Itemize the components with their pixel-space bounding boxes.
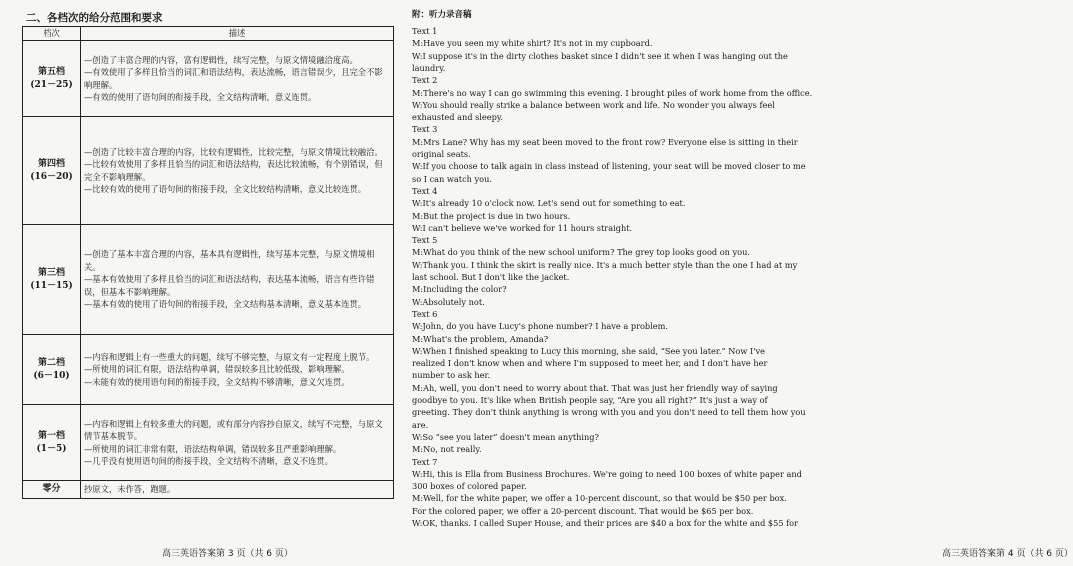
desc-line: —基本有效使用了多样且恰当的词汇和语法结构，表达基本流畅，语言有些许错误，但基本不影响理解。 [84, 274, 375, 297]
transcript-line: W:So “see you later” doesn't mean anything? [412, 431, 599, 442]
section-title: 二、各档次的给分范围和要求 [26, 12, 163, 24]
transcript-line: M:But the project is due in two hours. [412, 210, 571, 221]
level-range: (1－5) [36, 443, 67, 454]
desc-line: —几乎没有使用语句间的衔接手段，全文结构不清晰，意义不连贯。 [84, 455, 333, 466]
level-cell [23, 335, 81, 405]
desc-line: —有效使用了多样且恰当的词汇和语法结构，表达流畅，语言错误少，且完全不影响理解。 [84, 67, 383, 90]
desc-line: —创造了丰富合理的内容，富有逻辑性，续写完整，与原文情境融洽度高。 [84, 54, 358, 65]
table-row [23, 117, 394, 225]
page-footer-right: 高三英语答案第 4 页（共 6 页） [942, 549, 1073, 559]
transcript-line: goodbye to you. It's like when British people say, “Are you all right?” It's just a way of [412, 395, 768, 405]
level-cell [23, 481, 81, 499]
transcript-line: W:Thank you. I think the skirt is really nice. It's a much better style than the one I had at my [412, 259, 798, 270]
desc-line: 抄原文，未作答，跑题。 [84, 484, 176, 495]
transcript-line: W:If you choose to talk again in class instead of listening, your seat will be moved closer to me [412, 161, 806, 172]
table-row [23, 225, 394, 335]
transcript-line: M:Have you seen my white shirt? It's not in my cupboard. [412, 38, 653, 49]
level-name: 第三档 [37, 267, 65, 278]
level-range: (16－20) [30, 171, 73, 182]
transcript-line: Text 7 [412, 456, 438, 467]
transcript-line: original seats. [412, 149, 471, 159]
table-row [23, 405, 394, 481]
transcript-line: W:It's already 10 o'clock now. Let's send out for something to eat. [412, 198, 686, 209]
desc-cell [81, 117, 394, 225]
transcript-line: Text 6 [412, 308, 438, 319]
desc-line: —创造了基本丰富合理的内容，基本具有逻辑性，续写基本完整，与原文情境相关。 [84, 249, 375, 272]
desc-line: —所使用的词汇有限，语法结构单调，错误较多且比较低级，影响理解。 [84, 364, 350, 375]
transcript-line: W:Hi, this is Ella from Business Brochures. We're going to need 100 boxes of white paper and [412, 468, 802, 479]
desc-cell [81, 225, 394, 335]
transcript-line: For the colored paper, we offer a 20-percent discount. That would be $65 per box. [412, 505, 754, 516]
transcript-line: W:When I finished speaking to Lucy this morning, she said, “See you later.” Now I've [412, 345, 765, 356]
level-range: (6－10) [33, 370, 70, 381]
transcript-line: M:What's the problem, Amanda? [412, 333, 549, 344]
left-page [22, 0, 394, 566]
level-name: 第五档 [37, 66, 65, 77]
transcript-line: laundry. [412, 62, 446, 73]
transcript-line: are. [412, 419, 429, 430]
transcript-line: number to ask her. [412, 370, 491, 381]
right-page [408, 0, 1073, 566]
level-name: 第四档 [37, 158, 65, 169]
transcript-line: 300 boxes of colored paper. [412, 481, 527, 492]
desc-line: —比较有效的使用了语句间的衔接手段，全文比较结构清晰，意义比较连贯。 [84, 183, 367, 194]
transcript-line: M:Including the color? [412, 284, 507, 295]
desc-line: —所使用的词汇非常有限，语法结构单调，错误较多且严重影响理解。 [84, 443, 342, 454]
level-cell [23, 225, 81, 335]
desc-cell [81, 335, 394, 405]
transcript-line: Text 4 [412, 185, 438, 196]
transcript-line: W:I can't believe we've worked for 11 hours straight. [412, 222, 633, 233]
table-row [23, 481, 394, 499]
table-header-row [23, 27, 394, 41]
level-cell [23, 405, 81, 481]
desc-line: —基本有效的使用了语句间的衔接手段，全文结构基本清晰，意义基本连贯。 [84, 299, 367, 310]
level-name: 第二档 [37, 357, 65, 368]
transcript-line: realized I don't know when and where I'm supposed to meet her, and I don't have her [412, 358, 768, 369]
page-footer-left: 高三英语答案第 3 页（共 6 页） [162, 549, 293, 559]
transcript-line: M:No, not really. [412, 444, 482, 455]
desc-cell [81, 405, 394, 481]
level-cell [23, 41, 81, 117]
transcript-line: Text 3 [412, 124, 438, 135]
desc-cell [81, 41, 394, 117]
transcript-line: so I can watch you. [412, 173, 492, 184]
transcript-line: last school. But I don't like the jacket. [412, 272, 570, 282]
desc-line: —有效的使用了语句间的衔接手段，全文结构清晰，意义连贯。 [84, 91, 317, 102]
level-cell [23, 117, 81, 225]
transcript-line: M:What do you think of the new school uniform? The grey top looks good on you. [412, 247, 750, 258]
level-name: 零分 [42, 484, 61, 494]
desc-line: —未能有效的使用语句间的衔接手段，全文结构不够清晰，意义欠连贯。 [84, 376, 350, 387]
desc-cell [81, 481, 394, 499]
level-range: (11－15) [30, 280, 73, 291]
desc-line: —比较有效使用了多样且恰当的词汇和语法结构，表达比较流畅，有个别错误，但完全不影响理解。 [84, 159, 383, 182]
transcript-line: W:John, do you have Lucy's phone number? I have a problem. [412, 321, 669, 332]
desc-line: —创造了比较丰富合理的内容，比较有逻辑性，比较完整，与原文情境比较融洽。 [84, 146, 383, 157]
transcript-title: 附：听力录音稿 [412, 10, 472, 20]
scoring-table [22, 26, 394, 499]
transcript-line: greeting. They don't think anything is wrong with you and you don't need to tell them how you [412, 407, 806, 418]
transcript-line: W:OK, thanks. I called Super House, and their prices are $40 a box for the white and $55 for [412, 518, 799, 528]
transcript-line: M:There's no way I can go swimming this evening. I brought piles of work home from the office. [412, 87, 813, 98]
transcript-line: M:Ah, well, you don't need to worry about that. That was just her friendly way of saying [412, 382, 778, 393]
desc-line: —内容和逻辑上有一些重大的问题，续写不够完整，与原文有一定程度上脱节。 [84, 351, 375, 362]
transcript-line: M:Mrs Lane? Why has my seat been moved to the front row? Everyone else is sitting in their [412, 136, 798, 147]
desc-line: —内容和逻辑上有较多重大的问题，或有部分内容抄自原文，续写不完整，与原文情节基本脱节。 [84, 418, 383, 442]
transcript-line: Text 5 [412, 235, 438, 246]
level-range: (21－25) [30, 79, 73, 90]
transcript-line: Text 1 [412, 26, 438, 36]
transcript-line: M:Well, for the white paper, we offer a 10-percent discount, so that would be $50 per box. [412, 493, 787, 504]
header-level: 档次 [23, 27, 81, 41]
header-desc: 描述 [81, 27, 394, 41]
transcript-line: W:You should really strike a balance between work and life. No wonder you always feel [412, 99, 775, 110]
level-name: 第一档 [37, 430, 65, 441]
transcript-line: W:Absolutely not. [412, 296, 485, 307]
transcript-line: exhausted and sleepy. [412, 112, 503, 123]
transcript-line: Text 2 [412, 75, 438, 86]
table-row [23, 41, 394, 117]
transcript-line: W:I suppose it's in the dirty clothes basket since I didn't see it when I was hanging out the [412, 50, 788, 61]
table-row [23, 335, 394, 405]
